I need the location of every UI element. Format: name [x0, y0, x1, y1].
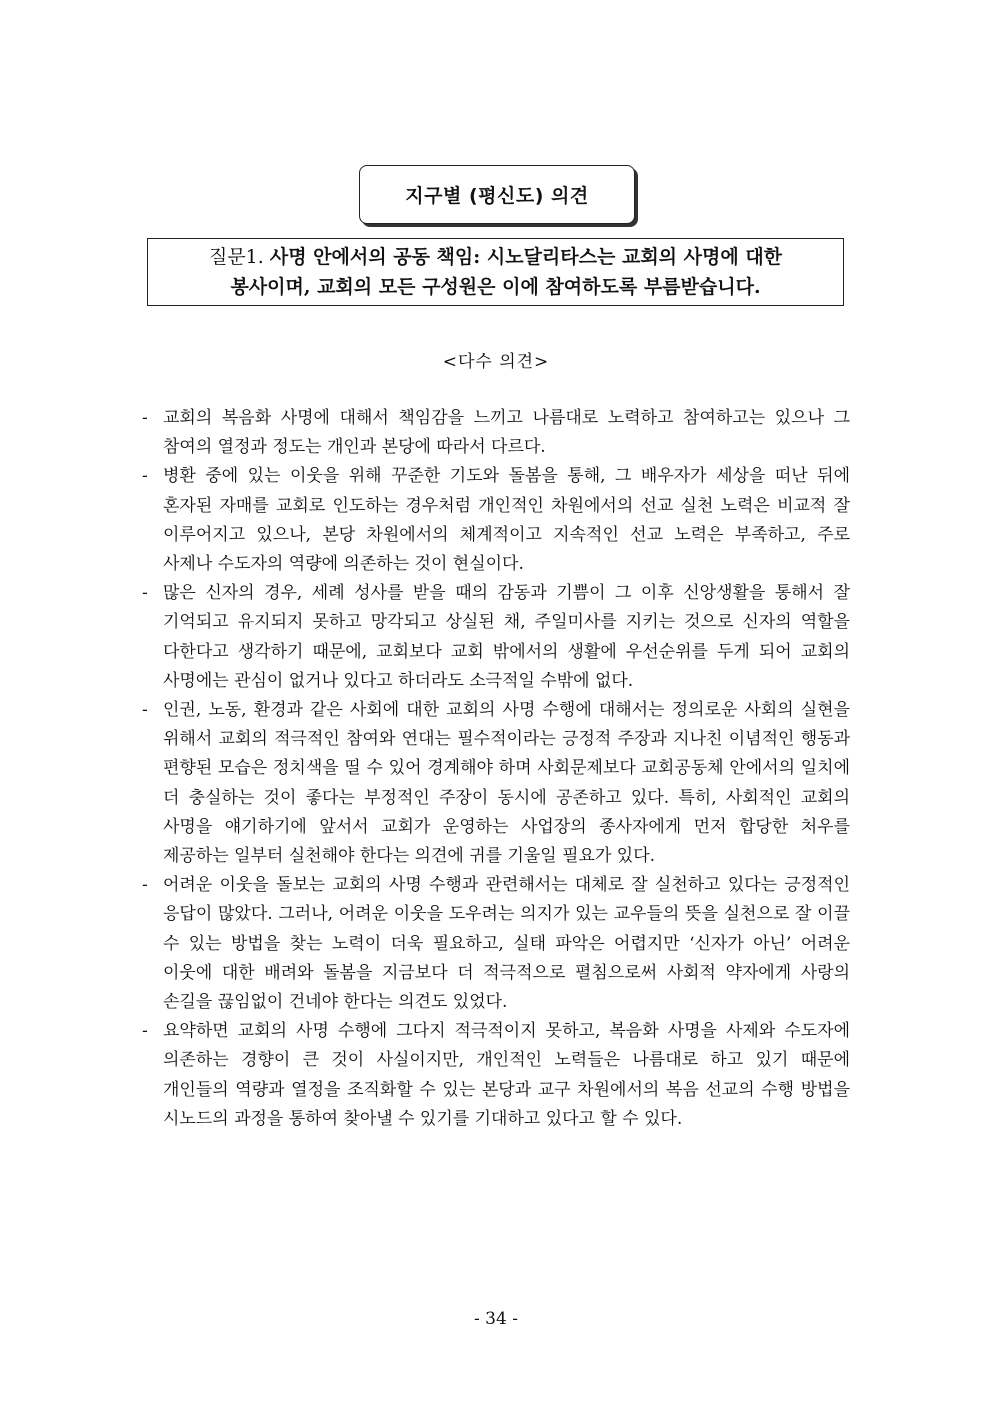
- opinion-text: 어려운 이웃을 돌보는 교회의 사명 수행과 관련해서는 대체로 잘 실천하고 있다는 긍정적인 응답이 많았다. 그러나, 어려운 이웃을 도우려는 의지가 있는 교우들의 뜻을 실천으로 잘 이끌 수 있는 방법을 찾는 노력이 더욱 필요하고, 실태 파악은 어렵지만 ‘신자가 아닌’ 어려운 이웃에 대한 배려와 돌봄을 지금보다 더 적극적으로 펼침으로써 사회적 약자에게 사랑의 손길을 끊임없이 건네야 한다는 의견도 있었다.: [163, 875, 850, 1013]
- opinion-text: 인권, 노동, 환경과 같은 사회에 대한 교회의 사명 수행에 대해서는 정의로운 사회의 실현을 위해서 교회의 적극적인 참여와 연대는 필수적이라는 긍정적 주장과 지나친 이념적인 행동과 편향된 모습은 정치색을 띨 수 있어 경계해야 하며 사회문제보다 교회공동체 안에서의 일치에 더 충실하는 것이 좋다는 부정적인 주장이 동시에 공존하고 있다. 특히, 사회적인 교회의 사명을 얘기하기에 앞서서 교회가 운영하는 사업장의 종사자에게 먼저 합당한 처우를 제공하는 일부터 실천해야 한다는 의견에 귀를 기울일 필요가 있다.: [163, 700, 850, 867]
- bullet-dash: -: [142, 408, 148, 428]
- question-box: [147, 238, 844, 306]
- section-title: 지구별 (평신도) 의견: [405, 185, 589, 207]
- opinion-item: [142, 462, 850, 579]
- question-number: 질문1.: [208, 246, 264, 268]
- bullet-dash: -: [142, 700, 148, 721]
- opinion-item: [142, 579, 850, 696]
- opinion-list: [142, 404, 850, 1134]
- opinion-text: 병환 중에 있는 이웃을 위해 꾸준한 기도와 돌봄을 통해, 그 배우자가 세상을 떠난 뒤에 혼자된 자매를 교회로 인도하는 경우처럼 개인적인 차원에서의 선교 실천 노력은 비교적 잘 이루어지고 있으나, 본당 차원에서의 체계적이고 지속적인 선교 노력은 부족하고, 주로 사제나 수도자의 역량에 의존하는 것이 현실이다.: [163, 466, 850, 575]
- opinion-item: [142, 696, 850, 871]
- bullet-dash: -: [142, 583, 148, 604]
- opinion-item: [142, 871, 850, 1017]
- opinion-text: 많은 신자의 경우, 세례 성사를 받을 때의 감동과 기쁨이 그 이후 신앙생활을 통해서 잘 기억되고 유지되지 못하고 망각되고 상실된 채, 주일미사를 지키는 것으로 신자의 역할을 다한다고 생각하기 때문에, 교회보다 교회 밖에서의 생활에 우선순위를 두게 되어 교회의 사명에는 관심이 없거나 있다고 하더라도 소극적일 수밖에 없다.: [163, 583, 850, 691]
- opinion-item: [142, 1017, 850, 1134]
- question-text-line-2: 봉사이며, 교회의 모든 구성원은 이에 참여하도록 부름받습니다.: [230, 276, 761, 298]
- question-text-line-1: 사명 안에서의 공동 책임: 시노달리타스는 교회의 사명에 대한: [269, 246, 783, 268]
- opinion-text: 교회의 복음화 사명에 대해서 책임감을 느끼고 나름대로 노력하고 참여하고는 있으나 그 참여의 열정과 정도는 개인과 본당에 따라서 다르다.: [163, 408, 850, 458]
- question-line-1: [209, 242, 782, 272]
- bullet-dash: -: [142, 875, 148, 896]
- bullet-dash: -: [142, 1021, 148, 1042]
- opinion-text: 요약하면 교회의 사명 수행에 그다지 적극적이지 못하고, 복음화 사명을 사제와 수도자에 의존하는 경향이 큰 것이 사실이지만, 개인적인 노력들은 나름대로 하고 있기 때문에 개인들의 역량과 열정을 조직화할 수 있는 본당과 교구 차원에서의 복음 선교의 수행 방법을 시노드의 과정을 통하여 찾아낼 수 있기를 기대하고 있다고 할 수 있다.: [163, 1021, 850, 1129]
- opinion-item: [142, 404, 850, 462]
- page-number: - 34 -: [474, 1309, 518, 1329]
- section-title-box: [359, 165, 635, 224]
- bullet-dash: -: [142, 466, 148, 487]
- majority-opinion-heading: <다수 의견>: [442, 352, 550, 372]
